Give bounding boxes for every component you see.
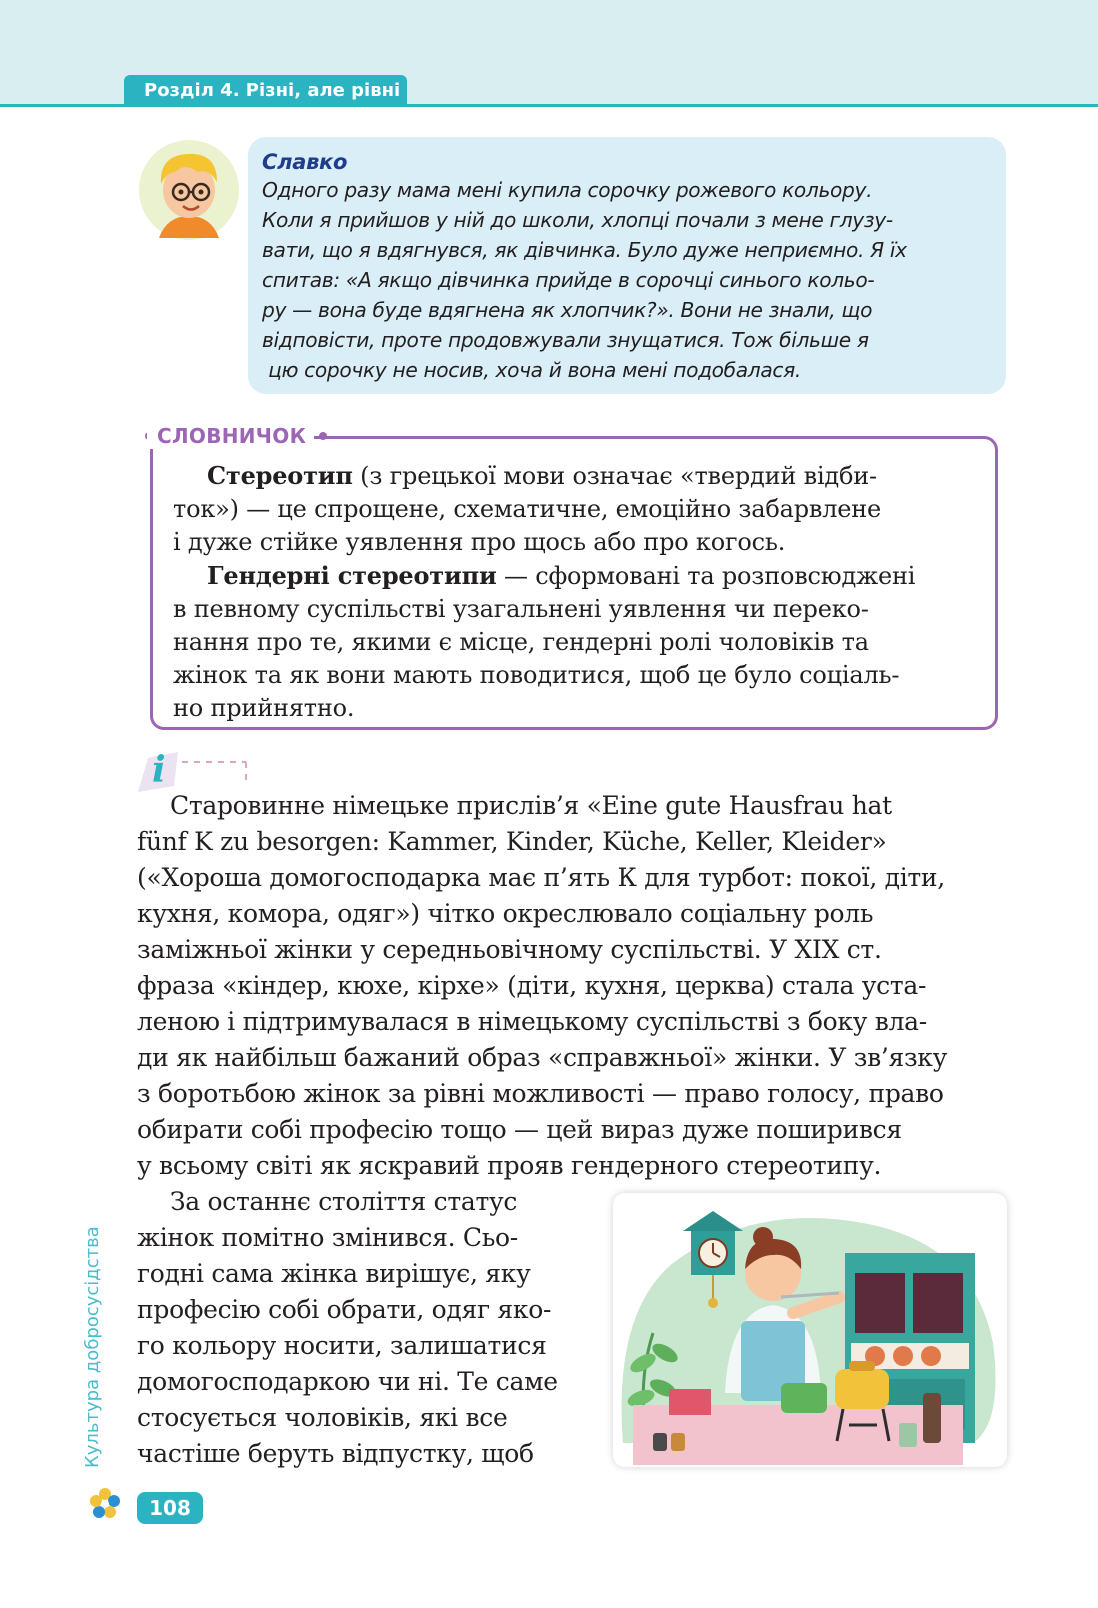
speech-line: Коли я прийшов у ній до школи, хлопці почали з мене глузу- <box>262 208 893 232</box>
svg-text:i: i <box>152 749 166 791</box>
glossary-line <box>173 459 975 493</box>
paragraph-line: годні сама жінка вирішує, яку <box>137 1259 531 1288</box>
speech-line: спитав: «А якщо дівчинка прийде в сорочці синього кольо- <box>262 268 875 292</box>
glossary-line: ток») — це спрощене, схематичне, емоційно забарвлене <box>173 495 882 523</box>
side-section-label: Культура добросусідства <box>82 1226 103 1468</box>
glossary-text: — сформовані та розповсюджені <box>496 562 916 590</box>
glossary-line: і дуже стійке уявлення про щось або про когось. <box>173 528 786 556</box>
info-line: фраза «кіндер, кюхе, кірхе» (діти, кухня, церква) стала уста- <box>137 971 927 1000</box>
info-line: ди як найбільш бажаний образ «справжньої» жінки. У зв’язку <box>137 1043 948 1072</box>
glossary-dot <box>319 432 327 440</box>
speech-line: Одного разу мама мені купила сорочку рожевого кольору. <box>262 178 873 202</box>
paragraph-line: жінок помітно змінився. Сьо- <box>137 1223 518 1252</box>
woman-cooking-image <box>613 1193 1007 1467</box>
boy-avatar-icon <box>137 138 241 242</box>
glossary-line: нання про те, якими є місце, гендерні ролі чоловіків та <box>173 628 869 656</box>
paragraph-line: професію собі обрати, одяг яко- <box>137 1295 552 1324</box>
info-line: кухня, комора, одяг») чітко окреслювало соціальну роль <box>137 899 874 928</box>
paragraph-line: стосується чоловіків, які все <box>137 1403 508 1432</box>
glossary-line: жінок та як вони мають поводитися, щоб це було соціаль- <box>173 661 900 689</box>
info-line: з боротьбою жінок за рівні можливості — право голосу, право <box>137 1079 944 1108</box>
kitchen-illustration <box>613 1193 1007 1467</box>
glossary-box <box>150 436 998 730</box>
speech-line: ру — вона буде вдягнена як хлопчик?». Вони не знали, що <box>262 298 873 322</box>
speech-line: відповісти, проте продовжували знущатися. Тож більше я <box>262 328 869 352</box>
info-line: у всьому світі як яскравий прояв гендерного стереотипу. <box>137 1151 882 1180</box>
glossary-term: Гендерні стереотипи <box>207 561 497 590</box>
speaker-name: Славко <box>262 150 348 174</box>
glossary-text: (з грецької мови означає «твердий відби- <box>352 462 877 490</box>
info-line: Старовинне німецьке прислів’я «Eine gute Hausfrau hat <box>170 791 892 820</box>
glossary-label: СЛОВНИЧОК <box>147 423 314 449</box>
chapter-tab: Розділ 4. Різні, але рівні <box>124 75 407 107</box>
speech-line: цю сорочку не носив, хоча й вона мені подобалася. <box>262 358 801 382</box>
info-line: fünf K zu besorgen: Kammer, Kinder, Küche, Keller, Kleider» <box>137 827 887 856</box>
glossary-line: но прийнятно. <box>173 694 355 722</box>
info-line: обирати собі професію тощо — цей вираз дуже поширився <box>137 1115 902 1144</box>
paragraph-line: За останнє століття статус <box>170 1187 518 1216</box>
paragraph-line: частіше беруть відпустку, щоб <box>137 1439 534 1468</box>
paragraph-line: го кольору носити, залишатися <box>137 1331 547 1360</box>
info-line: («Хороша домогосподарка має п’ять К для турбот: покої, діти, <box>137 863 945 892</box>
speech-bubble <box>248 137 1006 394</box>
speech-line: вати, що я вдягнувся, як дівчинка. Було дуже неприємно. Я їх <box>262 238 907 262</box>
info-line: леною і підтримувалася в німецькому суспільстві з боку вла- <box>137 1007 927 1036</box>
info-line: заміжньої жінки у середньовічному суспільстві. У XIX ст. <box>137 935 882 964</box>
glossary-line: в певному суспільстві узагальнені уявлення чи переко- <box>173 595 869 623</box>
flower-icon <box>88 1486 122 1520</box>
glossary-line <box>173 559 975 593</box>
glossary-term: Стереотип <box>207 461 353 490</box>
paragraph-line: домогосподаркою чи ні. Те саме <box>137 1367 558 1396</box>
page-number: 108 <box>137 1492 203 1524</box>
